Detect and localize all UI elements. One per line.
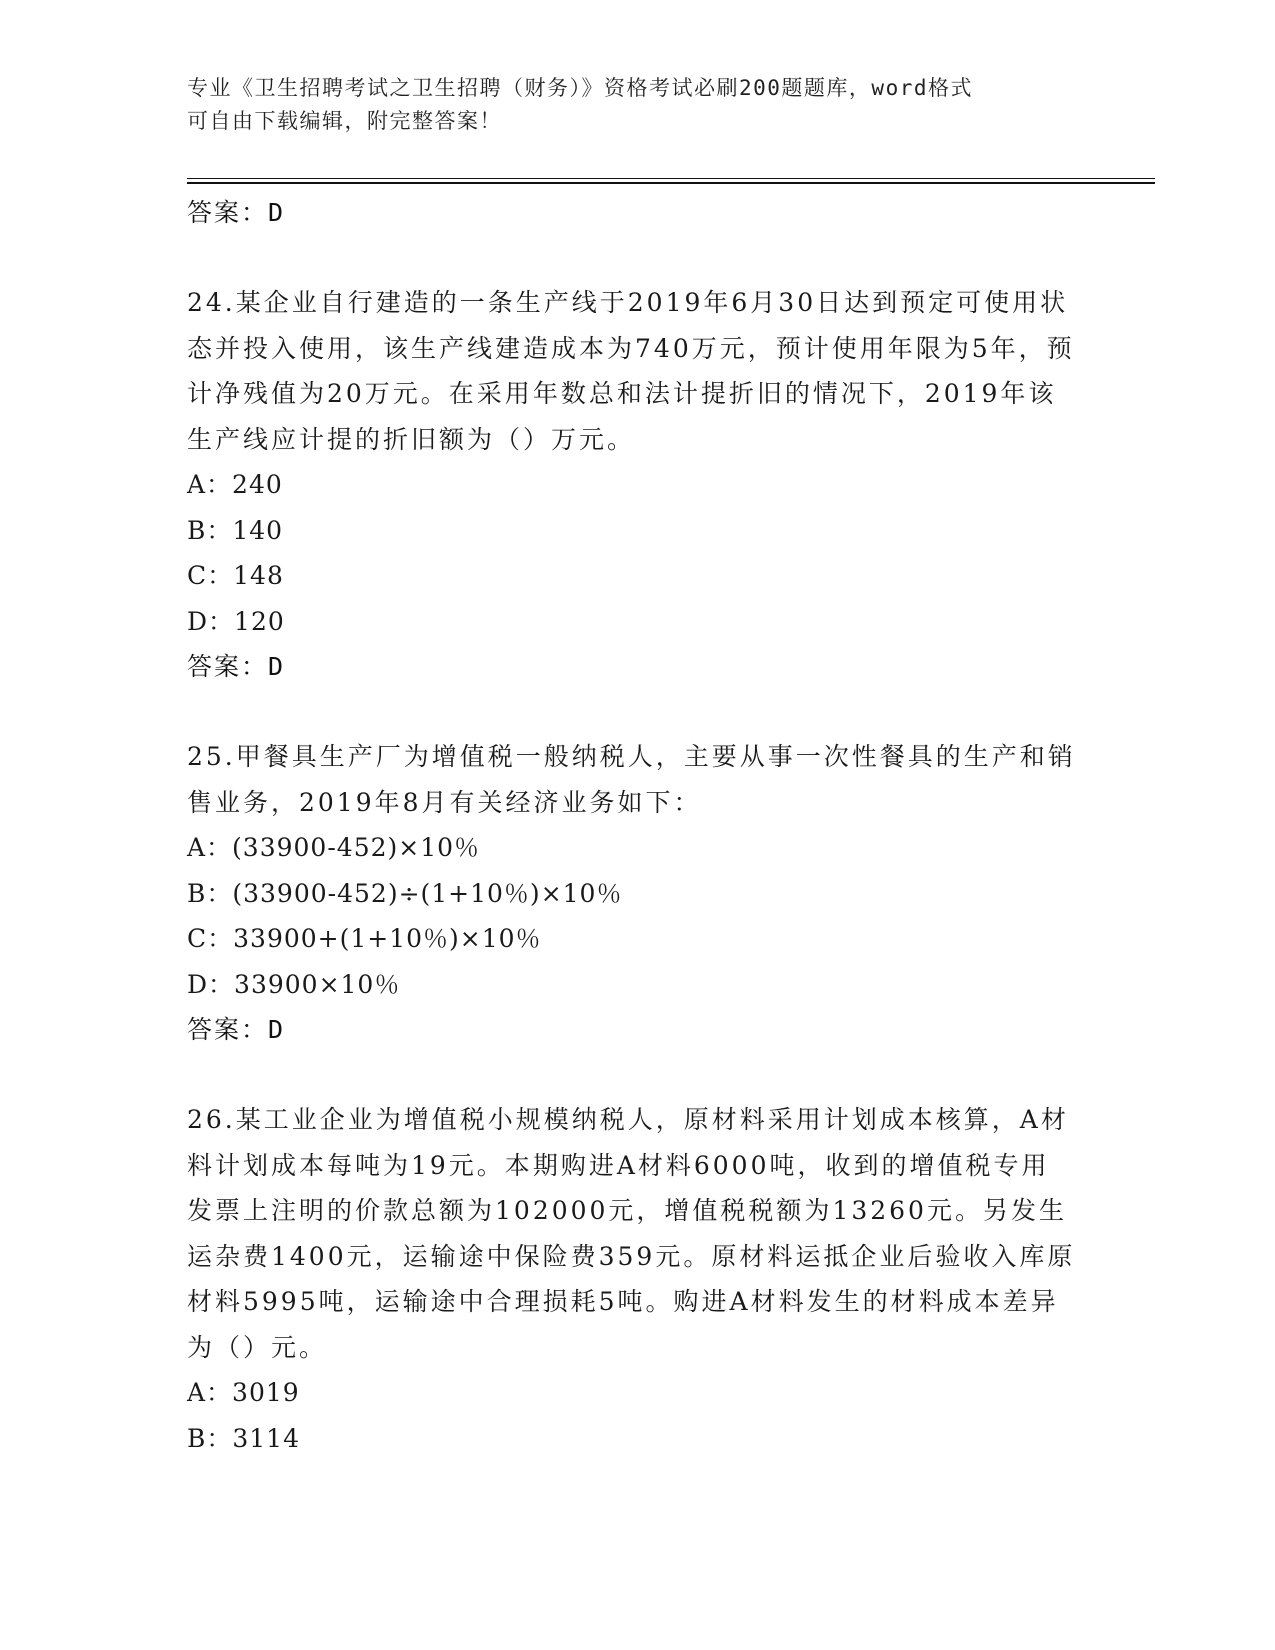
document-header (187, 72, 1067, 138)
option-b: B：140 (187, 515, 284, 545)
question-block-25 (187, 734, 1077, 1053)
option-b: B：(33900-452)÷(1+10％)×10％ (187, 878, 623, 908)
document-body (187, 190, 1077, 1461)
option-c: C：33900+(1+10％)×10％ (187, 924, 542, 953)
header-divider-thick (187, 182, 1155, 184)
header-line-1: 专业《卫生招聘考试之卫生招聘（财务）》资格考试必刷200题题库，word格式 (187, 76, 973, 100)
option-b: B：3114 (187, 1423, 300, 1453)
option-a: A：3019 (187, 1378, 300, 1407)
option-a: A：(33900-452)×10％ (187, 833, 481, 862)
question-text: 26.某工业企业为增值税小规模纳税人，原材料采用计划成本核算，A材料计划成本每吨为19元。本期购进A材料6000吨，收到的增值税专用发票上注明的价款总额为102000元，增值税税额为13260元。另发生运杂费1400元，运输途中保险费359元。原材料运抵企业后验收入库原材料5995吨，运输途中合理损耗5吨。购进A材料发生的材料成本差异为（）元。 (187, 1105, 1076, 1362)
question-text: 25.甲餐具生产厂为增值税一般纳税人，主要从事一次性餐具的生产和销售业务，2019年8月有关经济业务如下： (187, 742, 1076, 817)
answer-line: 答案：D (187, 1015, 286, 1044)
header-line-2: 可自由下载编辑，附完整答案！ (187, 109, 502, 133)
option-d: D：33900×10％ (187, 969, 401, 999)
answer-line: 答案：D (187, 198, 286, 227)
question-text: 24.某企业自行建造的一条生产线于2019年6月30日达到预定可使用状态并投入使用，该生产线建造成本为740万元，预计使用年限为5年，预计净残值为20万元。在采用年数总和法计提折旧的情况下，2019年该生产线应计提的折旧额为（）万元。 (187, 288, 1075, 454)
option-d: D：120 (187, 606, 285, 636)
option-c: C：148 (187, 561, 284, 590)
answer-line: 答案：D (187, 652, 286, 681)
question-block-24 (187, 280, 1077, 690)
option-a: A：240 (187, 470, 283, 499)
header-divider-thin (187, 178, 1155, 179)
question-block-26 (187, 1097, 1077, 1461)
